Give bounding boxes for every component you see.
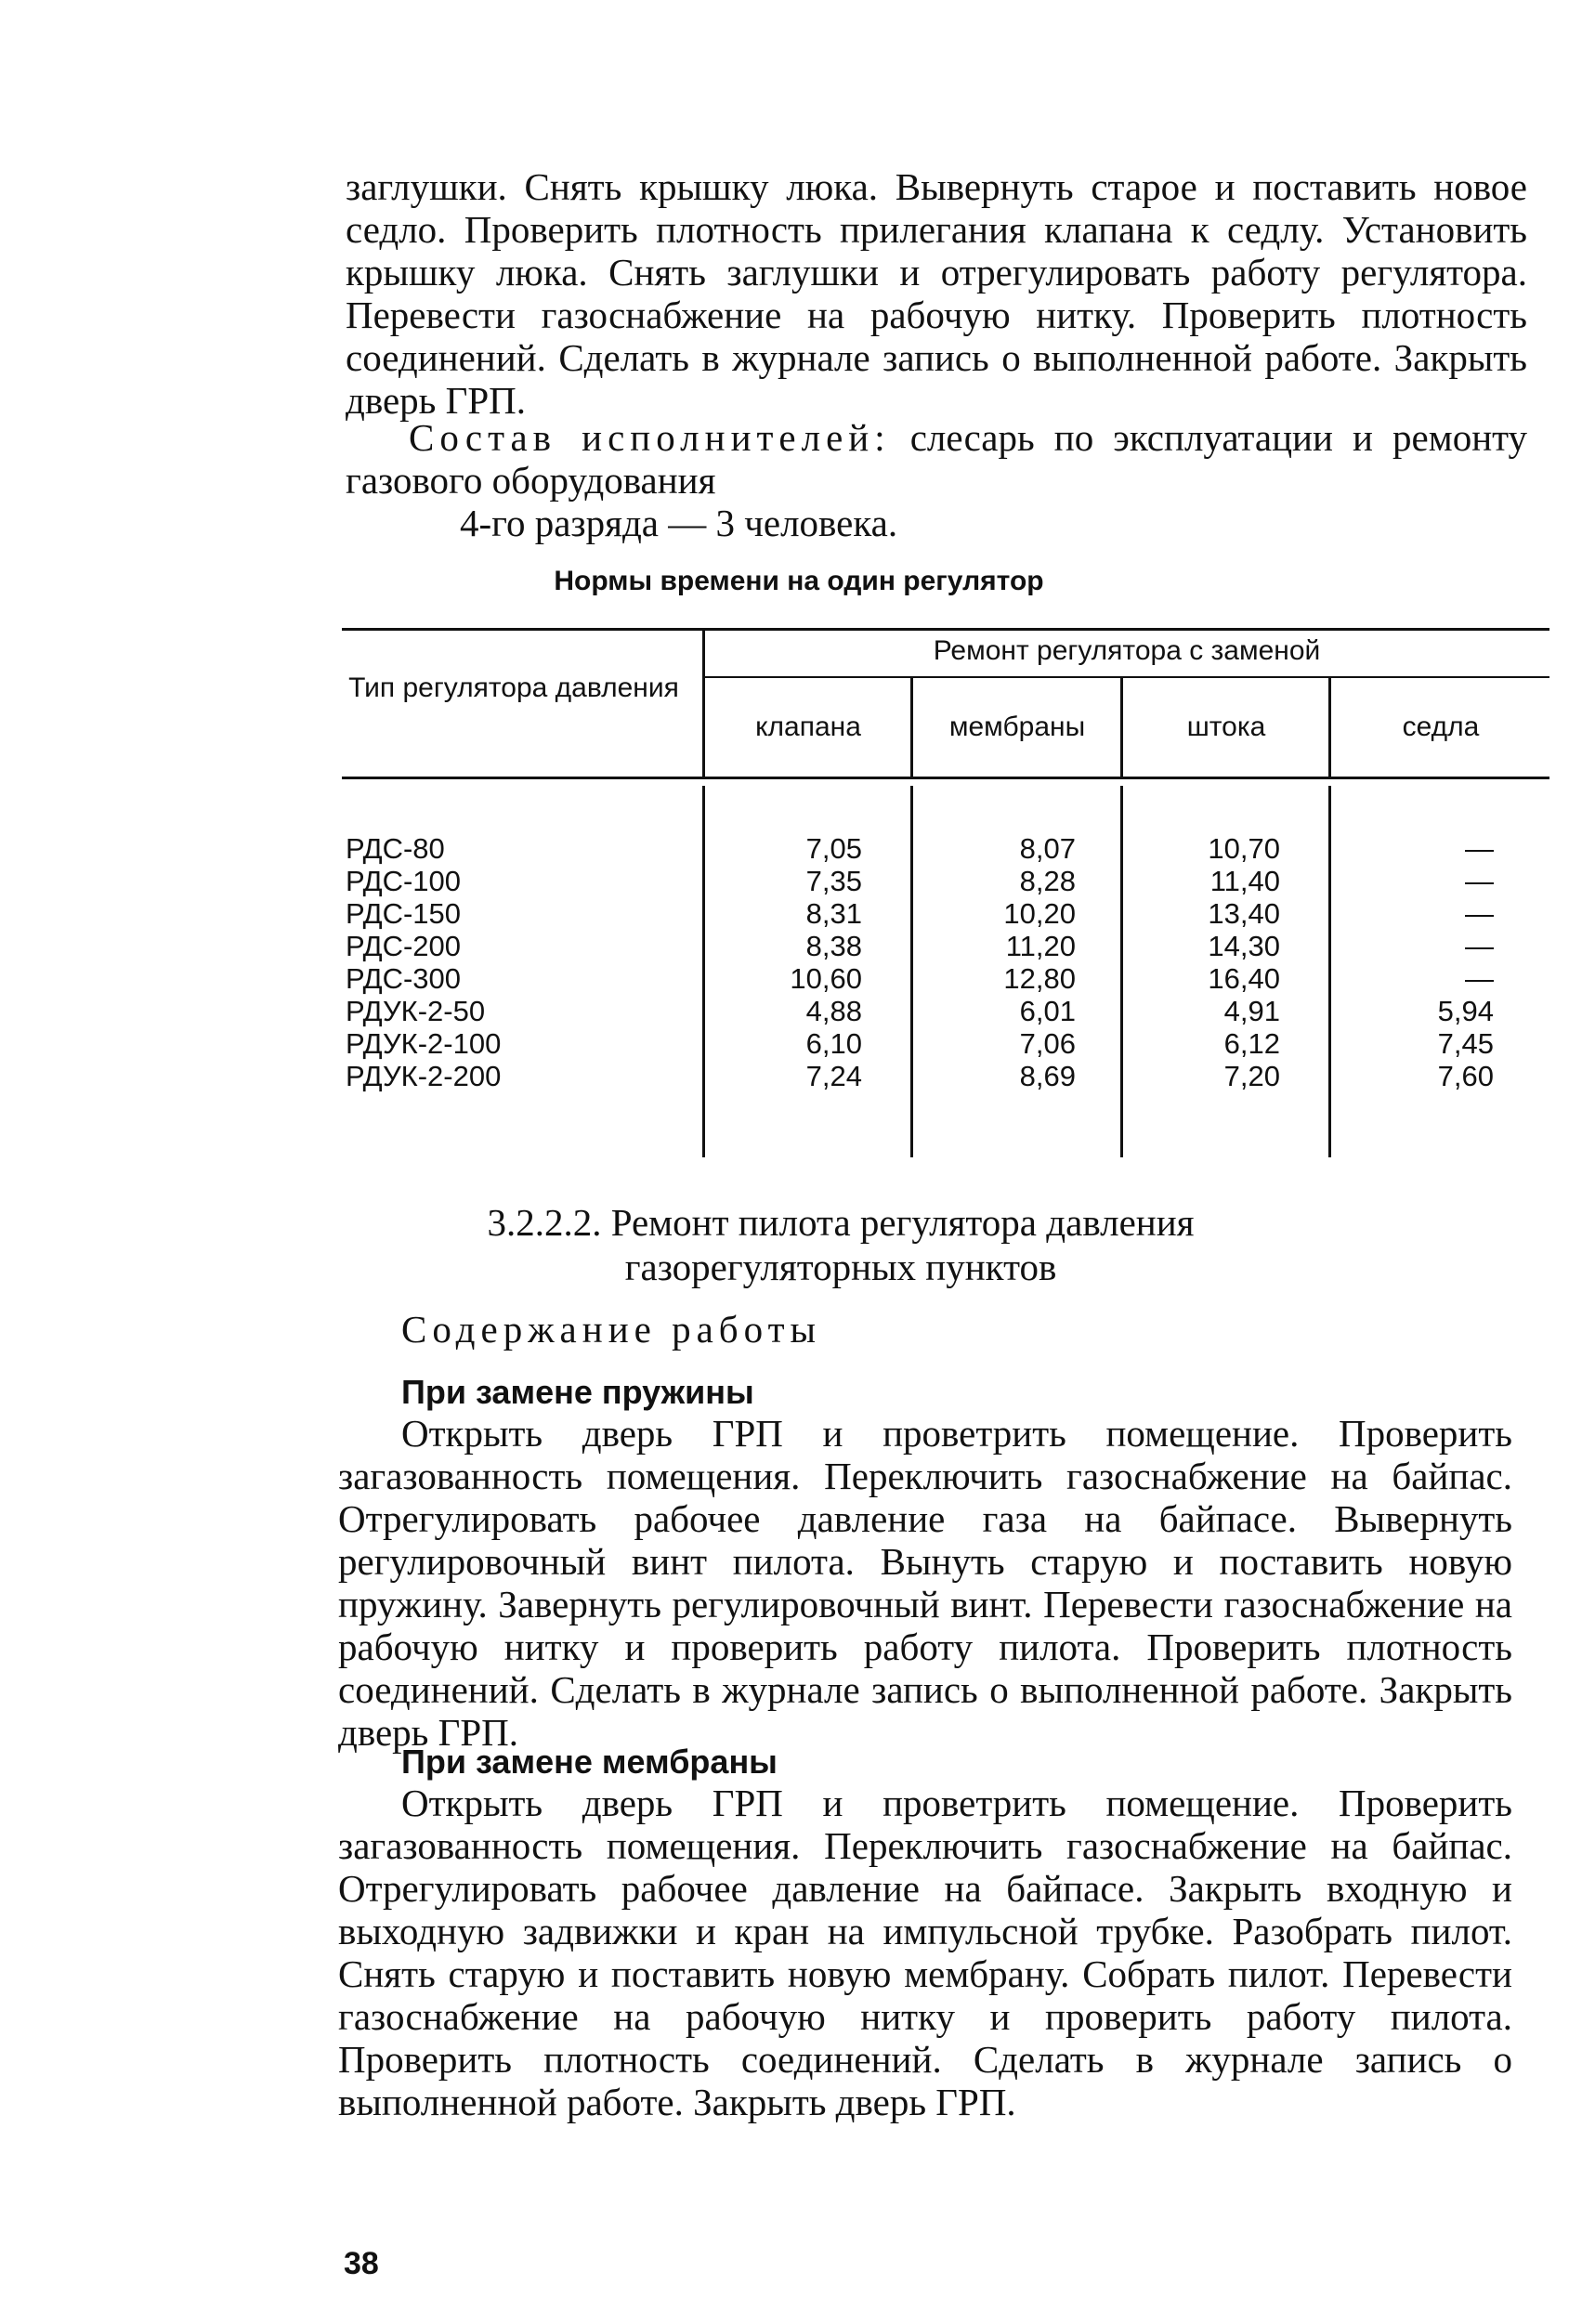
header-col: клапана [755, 712, 861, 742]
table-cell: 11,40 [1209, 865, 1280, 897]
spring-heading: При замене пружины [401, 1373, 754, 1411]
table-cell: 7,24 [805, 1060, 862, 1092]
table-cell: 8,69 [1019, 1060, 1076, 1092]
content-heading: Содержание работы [401, 1308, 822, 1351]
header-divider [1120, 678, 1123, 777]
staff-paragraph [346, 416, 1527, 502]
table-cell: 8,38 [805, 930, 862, 962]
body-divider [702, 786, 705, 1157]
table-cell: — [1465, 962, 1494, 995]
table-cell: 14,30 [1208, 930, 1280, 962]
table-top-rule [342, 628, 1549, 631]
table-cell: 11,20 [1005, 930, 1076, 962]
table-cell: 8,31 [805, 897, 862, 930]
table-cell: — [1465, 832, 1494, 865]
header-group: Ремонт регулятора с заменой [933, 635, 1321, 666]
table-cell: 7,45 [1437, 1027, 1494, 1060]
row-name: РДУК-2-100 [346, 1027, 502, 1060]
table-cell: 6,01 [1019, 995, 1076, 1027]
table-cell: 8,28 [1019, 865, 1076, 897]
spring-paragraph: Открыть дверь ГРП и проветрить помещение. Проверить загазованность помещения. Переключить газоснабжение на байпас. Отрегулировать рабочее давление газа на байпасе. Вывернуть регулировочный винт пилота. Вынуть старую и поставить новую пружину. Завернуть регулировочный винт. Перевести газоснабжение на рабочую нитку и проверить работу пилота. Проверить плотность соединений. Сделать в журнале запись о выполненной работе. Закрыть дверь ГРП. [338, 1412, 1512, 1754]
table-cell: 5,94 [1437, 995, 1494, 1027]
page-number: 38 [344, 2246, 379, 2281]
intro-paragraph: заглушки. Снять крышку люка. Вывернуть старое и поставить новое седло. Проверить плотность прилегания клапана к седлу. Установить крышку люка. Снять заглушки и отрегулировать работу регулятора. Перевести газоснабжение на рабочую нитку. Проверить плотность соединений. Сделать в журнале запись о выполненной работе. Закрыть дверь ГРП. [346, 165, 1527, 422]
body-divider [1120, 786, 1123, 1157]
row-name: РДУК-2-200 [346, 1060, 502, 1092]
table-cell: 7,35 [805, 865, 862, 897]
table-cell: 4,88 [805, 995, 862, 1027]
table-cell: 10,70 [1208, 832, 1280, 865]
table-cell: 10,60 [790, 962, 862, 995]
table-cell: 10,20 [1003, 897, 1076, 930]
table-cell: 8,07 [1019, 832, 1076, 865]
table-cell: 16,40 [1208, 962, 1280, 995]
header-divider [910, 678, 913, 777]
membrane-heading: При замене мембраны [401, 1743, 778, 1781]
row-name: РДС-80 [346, 832, 445, 865]
table-cell: 12,80 [1003, 962, 1076, 995]
row-name: РДС-150 [346, 897, 462, 930]
table-cell: 7,05 [805, 832, 862, 865]
header-bottom-rule [342, 777, 1549, 779]
table-caption: Нормы времени на один регулятор [554, 566, 1044, 596]
staff-label: Состав исполнителей: [409, 416, 891, 459]
time-norms-table [342, 628, 1549, 1157]
table-cell: 13,40 [1208, 897, 1280, 930]
header-col: штока [1186, 712, 1266, 742]
header-divider [1328, 678, 1331, 777]
section-title-line2: газорегуляторных пунктов [624, 1246, 1057, 1288]
table-cell: 7,20 [1223, 1060, 1280, 1092]
staff-grade: 4-го разряда — 3 человека. [460, 502, 898, 544]
row-name: РДС-200 [346, 930, 462, 962]
table-cell: — [1465, 930, 1494, 962]
table-cell: 6,12 [1223, 1027, 1280, 1060]
section-title [334, 1200, 1347, 1289]
table-cell: 4,91 [1223, 995, 1280, 1027]
table-cell: 7,60 [1437, 1060, 1494, 1092]
header-col: мембраны [948, 712, 1086, 742]
group-rule [704, 676, 1549, 678]
membrane-paragraph: Открыть дверь ГРП и проветрить помещение. Проверить загазованность помещения. Переключить газоснабжение на байпас. Отрегулировать рабочее давление на байпасе. Закрыть входную и выходную задвижки и кран на импульсной трубке. Разобрать пилот. Снять старую и поставить новую мембрану. Собрать пилот. Перевести газоснабжение на рабочую нитку и проверить работу пилота. Проверить плотность соединений. Сделать в журнале запись о выполненной работе. Закрыть дверь ГРП. [338, 1782, 1512, 2123]
table-cell: — [1465, 897, 1494, 930]
header-type: Тип регулятора давления [348, 672, 679, 703]
row-name: РДУК-2-50 [346, 995, 486, 1027]
table-cell: 7,06 [1019, 1027, 1076, 1060]
table-cell: 6,10 [805, 1027, 862, 1060]
row-name: РДС-100 [346, 865, 462, 897]
row-name: РДС-300 [346, 962, 462, 995]
section-title-line1: 3.2.2.2. Ремонт пилота регулятора давления [487, 1201, 1195, 1244]
staff-text: слесарь по эксплуатации и ремонту газового оборудования [346, 416, 1528, 502]
header-col: седла [1402, 712, 1480, 742]
body-divider [910, 786, 913, 1157]
body-divider [1328, 786, 1331, 1157]
table-cell: — [1465, 865, 1494, 897]
